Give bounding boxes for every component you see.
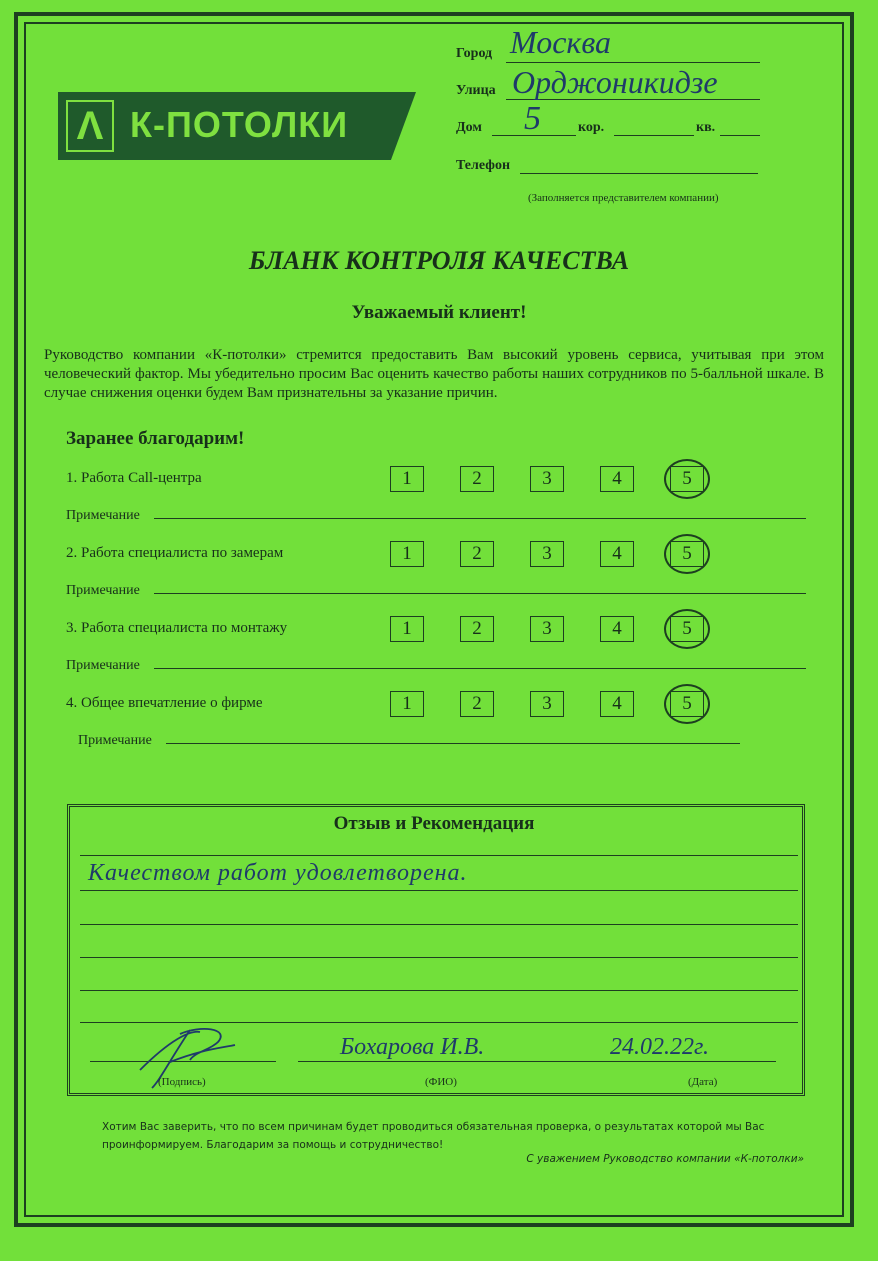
city-label: Город: [456, 46, 493, 61]
rating-option-3[interactable]: 3: [530, 691, 564, 717]
rating-option-3[interactable]: 3: [530, 616, 564, 642]
selected-rating-circle: [664, 534, 710, 574]
building-field[interactable]: [614, 135, 694, 136]
street-label: Улица: [456, 83, 496, 98]
intro-text: Руководство компании «К-потолки» стремится предоставить Вам высокий уровень сервиса, учитывая при этом человеческий фактор. Мы убедительно просим Вас оценить качество работы наших сотрудников по 5-балльной шкале. В случае снижения оценки будем Вам признательны за указание причин.: [44, 347, 824, 401]
rating-option-1[interactable]: 1: [390, 691, 424, 717]
selected-rating-circle: [664, 684, 710, 724]
logo-text: К-ПОТОЛКИ: [130, 104, 349, 145]
rating-option-1[interactable]: 1: [390, 616, 424, 642]
review-line: [80, 924, 798, 925]
rating-option-2[interactable]: 2: [460, 541, 494, 567]
signature-label: (Подпись): [158, 1076, 206, 1088]
rating-option-2[interactable]: 2: [460, 691, 494, 717]
greeting: Уважаемый клиент!: [351, 302, 527, 323]
note-field[interactable]: [154, 593, 806, 594]
note-field[interactable]: [166, 743, 740, 744]
rating-option-1[interactable]: 1: [390, 541, 424, 567]
rating-option-2[interactable]: 2: [460, 616, 494, 642]
rating-option-2[interactable]: 2: [460, 466, 494, 492]
house-label: Дом: [456, 120, 482, 135]
rating-option-5[interactable]: 5: [670, 466, 704, 492]
review-text[interactable]: Качеством работ удовлетворена.: [88, 860, 468, 886]
rating-option-5[interactable]: 5: [670, 691, 704, 717]
address-note: (Заполняется представителем компании): [528, 192, 719, 204]
apt-field[interactable]: [720, 135, 760, 136]
name-date-field[interactable]: [298, 1061, 776, 1062]
selected-rating-circle: [664, 459, 710, 499]
rating-item-label: 1. Работа Call-центра: [66, 470, 202, 486]
name-value: Бохарова И.В.: [340, 1034, 485, 1060]
footer-text: Хотим Вас заверить, что по всем причинам будет проводиться обязательная проверка, о результатах которой мы Вас проинформируем. Благодарим за помощь и сотрудничество!: [102, 1121, 765, 1151]
review-title: Отзыв и Рекомендация: [333, 813, 535, 834]
note-field[interactable]: [154, 668, 806, 669]
rating-option-4[interactable]: 4: [600, 466, 634, 492]
phone-label: Телефон: [456, 158, 511, 173]
house-value: 5: [524, 100, 541, 137]
rating-option-4[interactable]: 4: [600, 616, 634, 642]
rating-option-5[interactable]: 5: [670, 616, 704, 642]
date-value: 24.02.22г.: [610, 1034, 710, 1060]
date-label: (Дата): [688, 1076, 718, 1088]
form-title: БЛАНК КОНТРОЛЯ КАЧЕСТВА: [248, 246, 630, 275]
review-line: [80, 990, 798, 991]
footer-sign: С уважением Руководство компании «К-потолки»: [526, 1153, 804, 1165]
rating-option-4[interactable]: 4: [600, 691, 634, 717]
rating-option-3[interactable]: 3: [530, 541, 564, 567]
note-field[interactable]: [154, 518, 806, 519]
city-value: Москва: [510, 24, 612, 60]
rating-item-label: 2. Работа специалиста по замерам: [66, 545, 284, 561]
review-line: [80, 890, 798, 891]
review-line: [80, 855, 798, 856]
selected-rating-circle: [664, 609, 710, 649]
note-label: Примечание: [66, 583, 140, 598]
building-label: кор.: [578, 120, 605, 135]
note-label: Примечание: [66, 508, 140, 523]
apt-label: кв.: [696, 120, 716, 135]
thanks-heading: Заранее благодарим!: [66, 428, 245, 449]
note-label: Примечание: [78, 733, 152, 748]
note-label: Примечание: [66, 658, 140, 673]
rating-item-label: 4. Общее впечатление о фирме: [66, 695, 263, 711]
street-value: Орджоникидзе: [512, 64, 718, 100]
rating-option-4[interactable]: 4: [600, 541, 634, 567]
city-field[interactable]: [506, 62, 760, 63]
name-label: (ФИО): [425, 1076, 457, 1088]
rating-option-3[interactable]: 3: [530, 466, 564, 492]
phone-field[interactable]: [520, 173, 758, 174]
rating-option-1[interactable]: 1: [390, 466, 424, 492]
rating-item-label: 3. Работа специалиста по монтажу: [66, 620, 288, 636]
review-line: [80, 957, 798, 958]
logo-mark: Λ: [66, 100, 114, 152]
rating-option-5[interactable]: 5: [670, 541, 704, 567]
